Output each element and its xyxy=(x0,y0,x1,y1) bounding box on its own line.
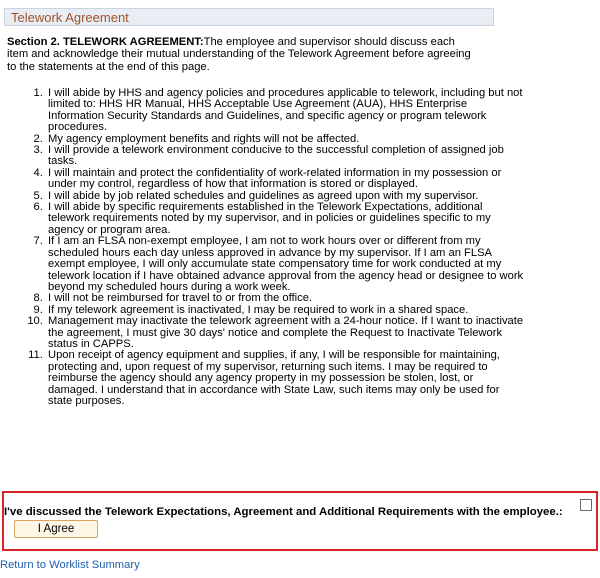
section-title: Telework Agreement xyxy=(11,9,129,25)
acknowledgement-label: I've discussed the Telework Expectations, Agreement and Additional Requirements with the employee.: xyxy=(4,506,563,518)
term-item: 6. I will abide by specific requirements established in the Telework Expectations, additional telework requirements noted by my supervisor, and in policies or guidelines specific to my agency or program area. xyxy=(46,202,526,236)
term-item: 9. If my telework agreement is inactivated, I may be required to work in a shared space. xyxy=(46,305,526,316)
agreement-terms-list xyxy=(0,88,526,407)
term-item: 3. I will provide a telework environment conducive to the successful completion of assigned job tasks. xyxy=(46,145,526,168)
term-item: 10. Management may inactivate the telework agreement with a 24-hour notice. If I want to inactivate the agreement, I must give 30 days' notice and complete the Request to Inactivate Telework status in CAPPS. xyxy=(46,316,526,350)
intro-text: The employee and supervisor should discuss each item and acknowledge their mutual understanding of the Telework Agreement before agreeing to the statements at the end of this page. xyxy=(7,36,471,73)
i-agree-button[interactable]: I Agree xyxy=(14,520,98,538)
term-item: 7. If I am an FLSA non-exempt employee, I am not to work hours over or different from my scheduled hours each day unless approved in advance by my supervisor. If I am an FLSA exempt employee, I will only accumulate state compensatory time for work conducted at my telework location if I have obtained advance approval from the agency head or designee to work beyond my scheduled hours during a work week. xyxy=(46,236,526,293)
term-item: 8. I will not be reimbursed for travel to or from the office. xyxy=(46,293,526,304)
acknowledgement-checkbox[interactable] xyxy=(580,499,592,511)
intro-paragraph xyxy=(7,36,477,73)
term-item: 5. I will abide by job related schedules and guidelines as agreed upon with my supervisor. xyxy=(46,191,526,202)
term-item: 11. Upon receipt of agency equipment and supplies, if any, I will be responsible for maintaining, protecting and, upon request of my supervisor, returning such items. I may be required to reimburse the agency should any agency property in my possession be stolen, lost, or damaged. I understand that in accordance with State Law, such items may only be used for state purposes. xyxy=(46,350,526,407)
acknowledgement-section xyxy=(2,491,598,551)
term-item: 2. My agency employment benefits and rights will not be affected. xyxy=(46,134,526,145)
section-header xyxy=(4,8,494,26)
return-to-worklist-link[interactable]: Return to Worklist Summary xyxy=(0,559,140,571)
section-label: Section 2. TELEWORK AGREEMENT: xyxy=(7,36,204,48)
term-item: 1. I will abide by HHS and agency policies and procedures applicable to telework, including but not limited to: HHS HR Manual, HHS Acceptable Use Agreement (AUA), HHS Enterprise Information Security Standards and Guidelines, and specific agency or program telework procedures. xyxy=(46,88,526,134)
term-item: 4. I will maintain and protect the confidentiality of work-related information in my possession or under my control, regardless of how that information is stored or displayed. xyxy=(46,168,526,191)
